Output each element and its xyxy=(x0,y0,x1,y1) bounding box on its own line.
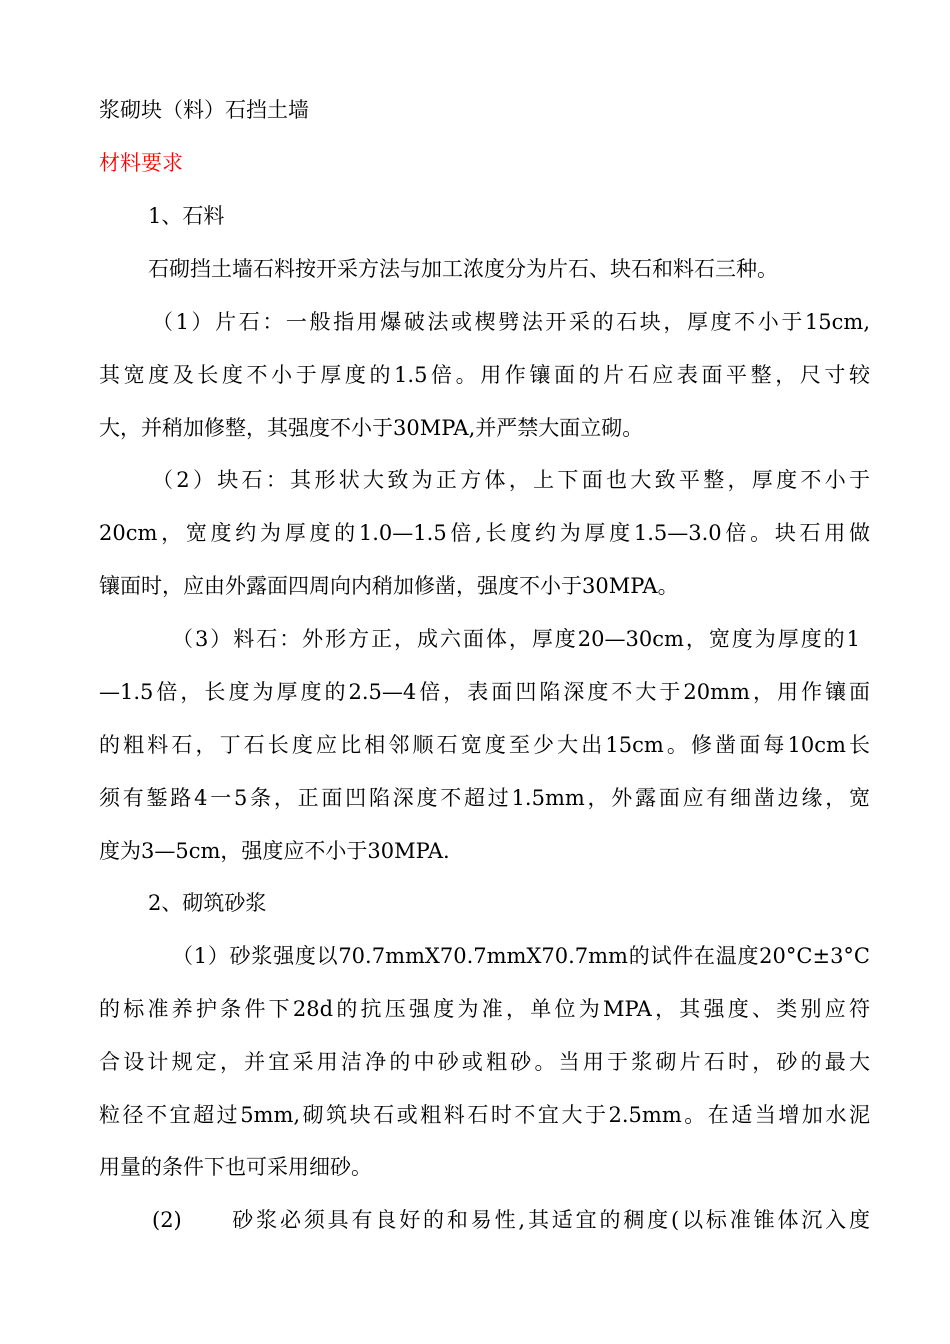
paragraph-line: （1）片石：一般指用爆破法或楔劈法开采的石块，厚度不小于15cm, xyxy=(152,310,870,334)
paragraph-line: （3）料石：外形方正，成六面体，厚度20—30cm，宽度为厚度的1 xyxy=(172,627,860,651)
paragraph-line: （1）砂浆强度以70.7mmX70.7mmX70.7mm的试件在温度20°C±3°C xyxy=(172,944,870,968)
subheading-mortar: 2、砌筑砂浆 xyxy=(148,891,267,915)
paragraph-line: 用量的条件下也可采用细砂。 xyxy=(99,1155,372,1179)
paragraph-line: (2) 砂浆必须具有良好的和易性,其适宜的稠度(以标准锥体沉入度 xyxy=(152,1208,870,1232)
paragraph-line: 粒径不宜超过5mm,砌筑块石或粗料石时不宜大于2.5mm。在适当增加水泥 xyxy=(99,1103,870,1127)
paragraph-line: 的粗料石，丁石长度应比相邻顺石宽度至少大出15cm。修凿面每10cm长 xyxy=(99,733,870,757)
paragraph-line: 20cm，宽度约为厚度的1.0—1.5倍,长度约为厚度1.5—3.0倍。块石用做 xyxy=(99,521,870,545)
paragraph-line: 度为3—5cm，强度应不小于30MPA. xyxy=(99,839,450,863)
paragraph-line: 须有錾路4一5条，正面凹陷深度不超过1.5mm，外露面应有细凿边缘，宽 xyxy=(99,786,870,810)
paragraph-line: 的标准养护条件下28d的抗压强度为准，单位为MPA，其强度、类别应符 xyxy=(99,997,870,1021)
subheading-stone: 1、石料 xyxy=(148,204,225,228)
paragraph-line: 合设计规定，并宜采用洁净的中砂或粗砂。当用于浆砌片石时，砂的最大 xyxy=(99,1050,870,1074)
paragraph-line: —1.5倍，长度为厚度的2.5—4倍，表面凹陷深度不大于20mm，用作镶面 xyxy=(99,680,870,704)
paragraph-line: （2）块石：其形状大致为正方体，上下面也大致平整，厚度不小于 xyxy=(152,468,870,492)
paragraph-line: 其宽度及长度不小于厚度的1.5倍。用作镶面的片石应表面平整，尺寸较 xyxy=(99,363,870,387)
paragraph-line: 镶面时，应由外露面四周向内稍加修凿，强度不小于30MPA。 xyxy=(99,574,679,598)
paragraph-line: 大，并稍加修整，其强度不小于30MPA,并严禁大面立砌。 xyxy=(99,416,644,440)
paragraph-line: 石砌挡土墙石料按开采方法与加工浓度分为片石、块石和料石三种。 xyxy=(148,257,778,281)
document-title: 浆砌块（料）石挡土墙 xyxy=(99,98,309,122)
section-heading: 材料要求 xyxy=(99,151,183,175)
